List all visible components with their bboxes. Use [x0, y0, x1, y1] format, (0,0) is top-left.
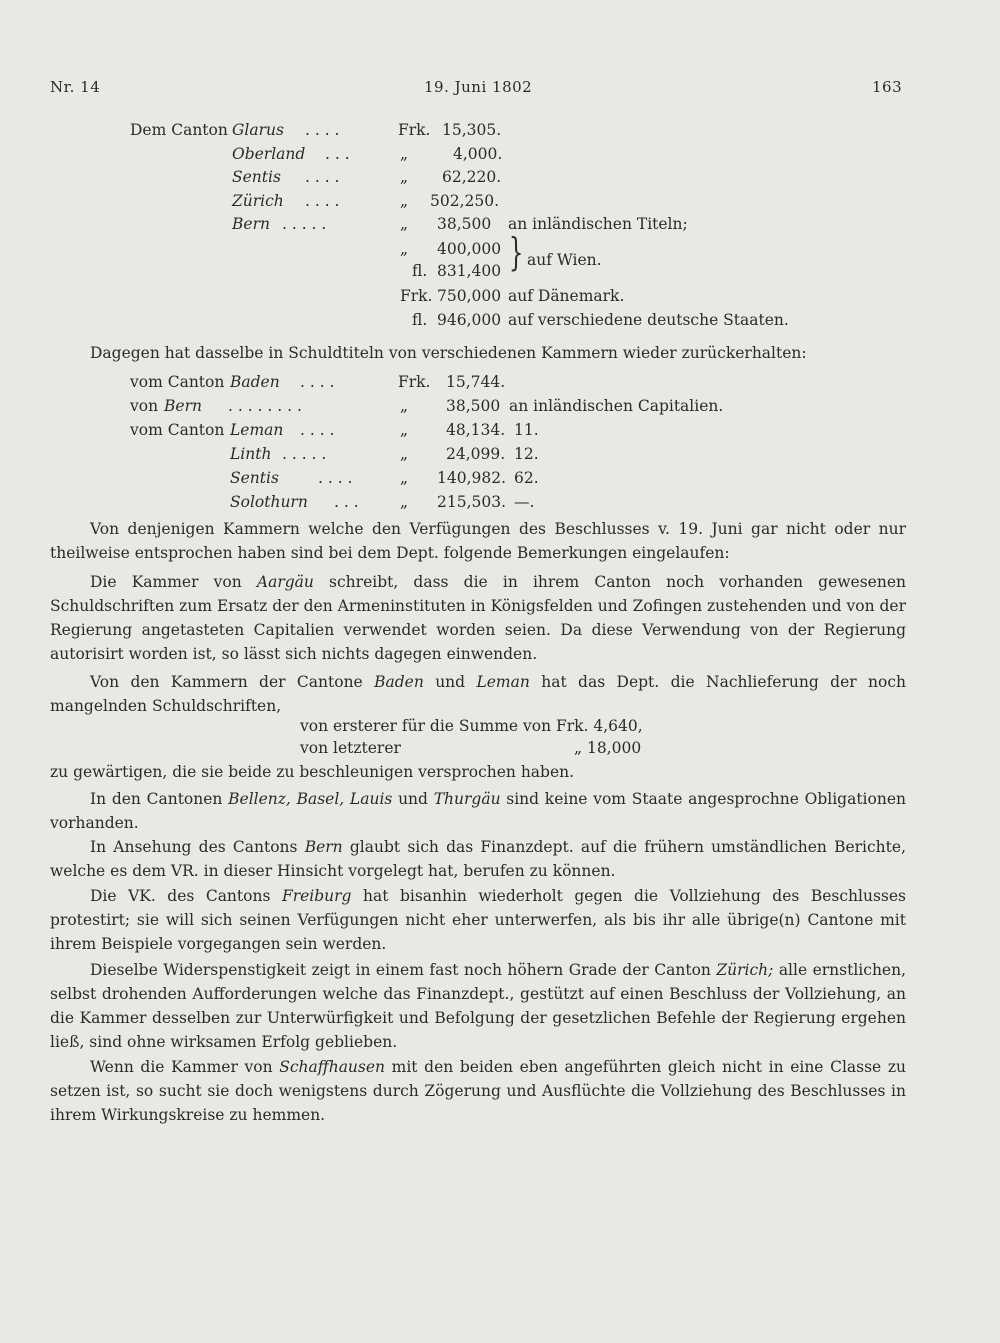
- brace-symbol: }: [508, 230, 524, 274]
- header-date: 19. Juni 1802: [424, 78, 533, 96]
- table1-canton: Zürich: [232, 192, 284, 210]
- text-run: Wenn die Kammer von: [90, 1058, 280, 1076]
- sum-line-letzterer: von letzterer: [300, 739, 401, 757]
- table1-currency: „: [400, 240, 409, 258]
- text-run: hat bisanhin wiederholt gegen die Vollziehung des Beschlusses protestirt; sie will sich seinen Verfügungen nicht eher unterwerfen, als bis ihr alle übrige(n) Cantone mit ihrem Beispiele vorgegangen sein werden.: [50, 887, 906, 953]
- table2-dots: . . . .: [318, 469, 353, 487]
- table1-amount: 750,000: [437, 287, 502, 305]
- table2-canton: Leman: [230, 421, 284, 439]
- paragraph-kammern: Von denjenigen Kammern welche den Verfügungen des Beschlusses v. 19. Juni gar nicht oder nur theilweise entsprochen haben sind bei dem Dept. folgende Bemerkungen eingelaufen:: [50, 520, 906, 562]
- table2-extra: —.: [514, 493, 535, 511]
- table2-currency: „: [400, 493, 409, 511]
- canton-name: Bellenz, Basel, Lauis: [228, 790, 393, 808]
- canton-name: Leman: [476, 673, 530, 691]
- text-run: schreibt, dass die in ihrem Canton noch vorhanden gewesenen Schuldschriften zum Ersatz der den Armeninstituten in Königsfelden und Zofingen zustehenden und von der Regierung angetasteten Capitalien verwendet worden seien. Da diese Verwendung von der Regierung autorisirt worden ist, so lässt sich nichts dagegen einwenden.: [50, 573, 906, 663]
- text-run: sind keine vom Staate angesprochne Obligationen vorhanden.: [50, 790, 906, 832]
- table1-amount: 946,000: [437, 311, 502, 329]
- table2-amount: 15,744.: [446, 373, 506, 391]
- table1-amount: 4,000.: [453, 145, 503, 163]
- paragraph-bern: [50, 835, 906, 883]
- table2-prefix: vom Canton: [130, 373, 225, 391]
- paragraph-zurich: [50, 958, 906, 1054]
- table1-currency: „: [400, 192, 409, 210]
- canton-name: Bern: [304, 838, 343, 856]
- table2-currency: Frk.: [398, 373, 431, 391]
- table2-canton: Bern: [164, 397, 202, 415]
- text-run: In Ansehung des Cantons: [90, 838, 305, 856]
- paragraph-baden-leman: [50, 670, 906, 718]
- sum-line-letzterer-amount: „ 18,000: [574, 739, 642, 757]
- table1-currency: „: [400, 215, 409, 233]
- canton-name: Thurgäu: [433, 790, 501, 808]
- paragraph-cantonen: [50, 787, 906, 835]
- table1-canton: Sentis: [232, 168, 281, 186]
- text-run: alle ernstlichen, selbst drohenden Aufforderungen welche das Finanzdept., gestützt auf einen Beschluss der Vollziehung, an die Kammer desselben zur Unterwürfigkeit und Befolgung der gesetzlichen Befehle der Regierung ergehen ließ, sind ohne wirksamen Erfolg geblieben.: [50, 961, 907, 1051]
- table1-dots: . . . . .: [282, 215, 327, 233]
- table2-dots: . . .: [334, 493, 359, 511]
- table1-currency: fl.: [412, 262, 428, 280]
- table1-note: auf Dänemark.: [508, 287, 625, 305]
- table1-amount: 38,500: [437, 215, 492, 233]
- text-run: Von den Kammern der Cantone: [90, 673, 375, 691]
- table1-amount: 502,250.: [430, 192, 500, 210]
- table2-prefix: vom Canton: [130, 421, 225, 439]
- table1-dots: . . . .: [305, 121, 340, 139]
- table2-canton: Sentis: [230, 469, 279, 487]
- dagegen-line: Dagegen hat dasselbe in Schuldtiteln von verschiedenen Kammern wieder zurückerhalten:: [90, 344, 807, 362]
- header-issue-number: Nr. 14: [50, 78, 101, 96]
- table2-amount: 215,503.: [437, 493, 507, 511]
- paragraph-aargau: [50, 570, 906, 666]
- table2-currency: „: [400, 469, 409, 487]
- table1-amount: 62,220.: [442, 168, 502, 186]
- table1-currency: „: [400, 168, 409, 186]
- text-run: und: [392, 790, 434, 808]
- table1-amount: 400,000: [437, 240, 502, 258]
- table2-canton: Baden: [230, 373, 280, 391]
- canton-name: Zürich;: [716, 961, 774, 979]
- canton-name: Baden: [374, 673, 424, 691]
- table1-canton: Oberland: [232, 145, 306, 163]
- table2-currency: „: [400, 445, 409, 463]
- text-run: glaubt sich das Finanzdept. auf die frühern umständlichen Berichte, welche es dem VR. in dieser Hinsicht vorgelegt hat, berufen zu können.: [50, 838, 906, 880]
- canton-name: Freiburg: [281, 887, 352, 905]
- table1-canton: Glarus: [232, 121, 284, 139]
- text-run: Die VK. des Cantons: [90, 887, 282, 905]
- table2-dots: . . . . . . . .: [228, 397, 302, 415]
- table2-amount: 140,982.: [437, 469, 507, 487]
- table1-currency: fl.: [412, 311, 428, 329]
- table2-dots: . . . .: [300, 421, 335, 439]
- table1-brace-note: auf Wien.: [527, 251, 602, 269]
- table1-currency: Frk.: [398, 121, 431, 139]
- paragraph-end-line: zu gewärtigen, die sie beide zu beschleunigen versprochen haben.: [50, 763, 575, 781]
- table2-amount: 38,500: [446, 397, 501, 415]
- table1-note: auf verschiedene deutsche Staaten.: [508, 311, 789, 329]
- header-page-number: 163: [872, 78, 903, 96]
- table1-amount: 15,305.: [442, 121, 502, 139]
- text-run: Dieselbe Widerspenstigkeit zeigt in einem fast noch höhern Grade der Canton: [90, 961, 717, 979]
- canton-name: Schaffhausen: [279, 1058, 386, 1076]
- table2-dots: . . . . .: [282, 445, 327, 463]
- table2-amount: 48,134.: [446, 421, 506, 439]
- table1-currency: Frk.: [400, 287, 433, 305]
- table2-currency: „: [400, 397, 409, 415]
- table1-amount: 831,400: [437, 262, 502, 280]
- table2-amount: 24,099.: [446, 445, 506, 463]
- table1-canton: Bern: [232, 215, 270, 233]
- table2-currency: „: [400, 421, 409, 439]
- text-run: mit den beiden eben angeführten gleich nicht in eine Classe zu setzen ist, so sucht sie doch wenigstens durch Zögerung und Ausflüchte die Vollziehung des Beschlusses in ihrem Wirkungskreise zu hemmen.: [50, 1058, 907, 1124]
- table2-extra: 62.: [514, 469, 539, 487]
- table2-prefix: von: [130, 397, 159, 415]
- table2-extra: 11.: [514, 421, 539, 439]
- table1-dots: . . . .: [305, 168, 340, 186]
- paragraph-schaffhausen: [50, 1055, 906, 1127]
- table1-dots: . . .: [325, 145, 350, 163]
- canton-name: Aargäu: [256, 573, 314, 591]
- table1-dots: . . . .: [305, 192, 340, 210]
- paragraph-freiburg: [50, 884, 906, 956]
- text-run: hat das Dept. die Nachlieferung der noch mangelnden Schuldschriften,: [50, 673, 906, 715]
- sum-line-ersterer: von ersterer für die Summe von Frk. 4,640,: [300, 717, 643, 735]
- table2-dots: . . . .: [300, 373, 335, 391]
- table1-currency: „: [400, 145, 409, 163]
- text-run: Die Kammer von: [90, 573, 257, 591]
- text-run: In den Cantonen: [90, 790, 229, 808]
- table2-extra: an inländischen Capitalien.: [509, 397, 724, 415]
- table1-intro: Dem Canton: [130, 121, 228, 139]
- table2-extra: 12.: [514, 445, 539, 463]
- table2-canton: Solothurn: [230, 493, 308, 511]
- table2-canton: Linth: [230, 445, 272, 463]
- text-run: und: [423, 673, 477, 691]
- table1-note: an inländischen Titeln;: [508, 215, 688, 233]
